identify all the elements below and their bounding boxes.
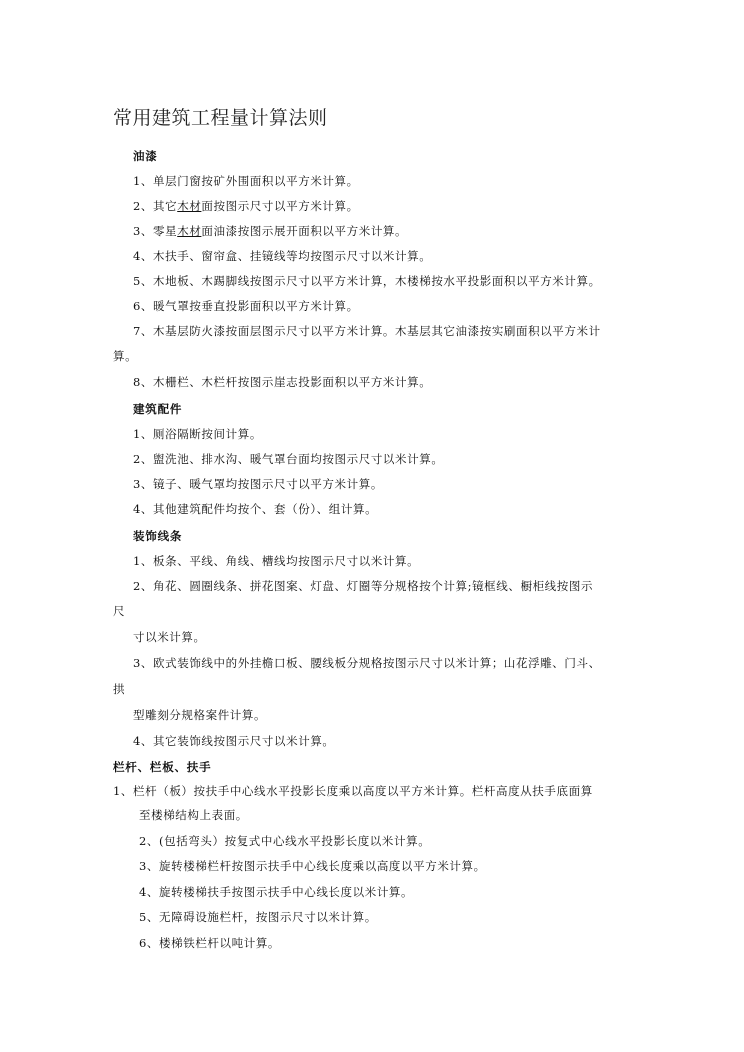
fittings-item-4: 4、其他建筑配件均按个、套（份）、组计算。 — [133, 502, 378, 516]
paint-item-7-continued: 算。 — [113, 349, 138, 363]
page-title: 常用建筑工程量计算法则 — [113, 107, 328, 129]
paint-item-8: 8、木栅栏、木栏杆按图示崖志投影面积以平方米计算。 — [133, 375, 432, 389]
railings-item-5: 5、无障碍设施栏杆，按图示尺寸以米计算。 — [139, 910, 377, 924]
railings-item-4: 4、旋转楼梯扶手按图示扶手中心线长度以米计算。 — [139, 885, 414, 899]
railings-item-2: 2、(包括弯头）按复式中心线水平投影长度以米计算。 — [139, 834, 431, 848]
paint-item-3-suffix: 面油漆按图示展开面积以平方米计算。 — [201, 224, 408, 238]
section-heading-railings: 栏杆、栏板、扶手 — [113, 760, 212, 774]
moldings-item-2: 2、角花、圆圈线条、拼花图案、灯盘、灯圈等分规格按个计算;镜框线、橱柜线按图示 — [133, 579, 594, 593]
section-heading-moldings: 装饰线条 — [133, 529, 183, 543]
paint-item-2 — [133, 199, 359, 213]
fittings-item-1: 1、厕浴隔断按间计算。 — [133, 427, 262, 441]
paint-item-1: 1、单层门窗按矿外围面积以平方米计算。 — [133, 174, 359, 188]
paint-item-5: 5、木地板、木踢脚线按图示尺寸以平方米计算，木楼梯按水平投影面积以平方米计算。 — [133, 274, 601, 288]
moldings-item-4: 4、其它装饰线按图示尺寸以米计算。 — [133, 734, 335, 748]
moldings-item-3: 3、欧式装饰线中的外挂檐口板、腰线板分规格按图示尺寸以米计算；山花浮雕、门斗、 — [133, 656, 601, 670]
underlined-term: 木材 — [177, 224, 202, 238]
railings-item-6: 6、楼梯铁栏杆以吨计算。 — [139, 936, 281, 950]
fittings-item-3: 3、镜子、暖气罩均按图示尺寸以平方米计算。 — [133, 477, 383, 491]
moldings-item-1: 1、板条、平线、角线、槽线均按图示尺寸以米计算。 — [133, 554, 420, 568]
paint-item-6: 6、暖气罩按垂直投影面积以平方米计算。 — [133, 299, 359, 313]
paint-item-3 — [133, 224, 407, 238]
paint-item-3-prefix: 3、零星 — [133, 224, 178, 238]
paint-item-7: 7、木基层防火漆按面层图示尺寸以平方米计算。木基层其它油漆按实刷面积以平方米计 — [133, 324, 601, 338]
moldings-item-2-wrap: 尺 — [113, 604, 126, 618]
moldings-item-2-continued: 寸以米计算。 — [133, 630, 206, 644]
underlined-term: 木材 — [177, 199, 202, 213]
section-heading-paint: 油漆 — [133, 149, 158, 163]
moldings-item-3-continued: 型雕刻分规格案件计算。 — [133, 708, 267, 722]
railings-item-1-continued: 至楼梯结构上表面。 — [139, 808, 248, 822]
fittings-item-2: 2、盥洗池、排水沟、暖气罩台面均按图示尺寸以米计算。 — [133, 452, 444, 466]
section-heading-fittings: 建筑配件 — [133, 402, 183, 416]
railings-item-3: 3、旋转楼梯栏杆按图示扶手中心线长度乘以高度以平方米计算。 — [139, 859, 486, 873]
paint-item-2-prefix: 2、其它 — [133, 199, 178, 213]
paint-item-4: 4、木扶手、窗帘盒、挂镜线等均按图示尺寸以米计算。 — [133, 249, 432, 263]
railings-item-1: 1、栏杆（板）按扶手中心线水平投影长度乘以高度以平方米计算。栏杆高度从扶手底面算 — [113, 784, 593, 798]
paint-item-2-suffix: 面按图示尺寸以平方米计算。 — [201, 199, 359, 213]
moldings-item-3-wrap: 拱 — [113, 682, 126, 696]
